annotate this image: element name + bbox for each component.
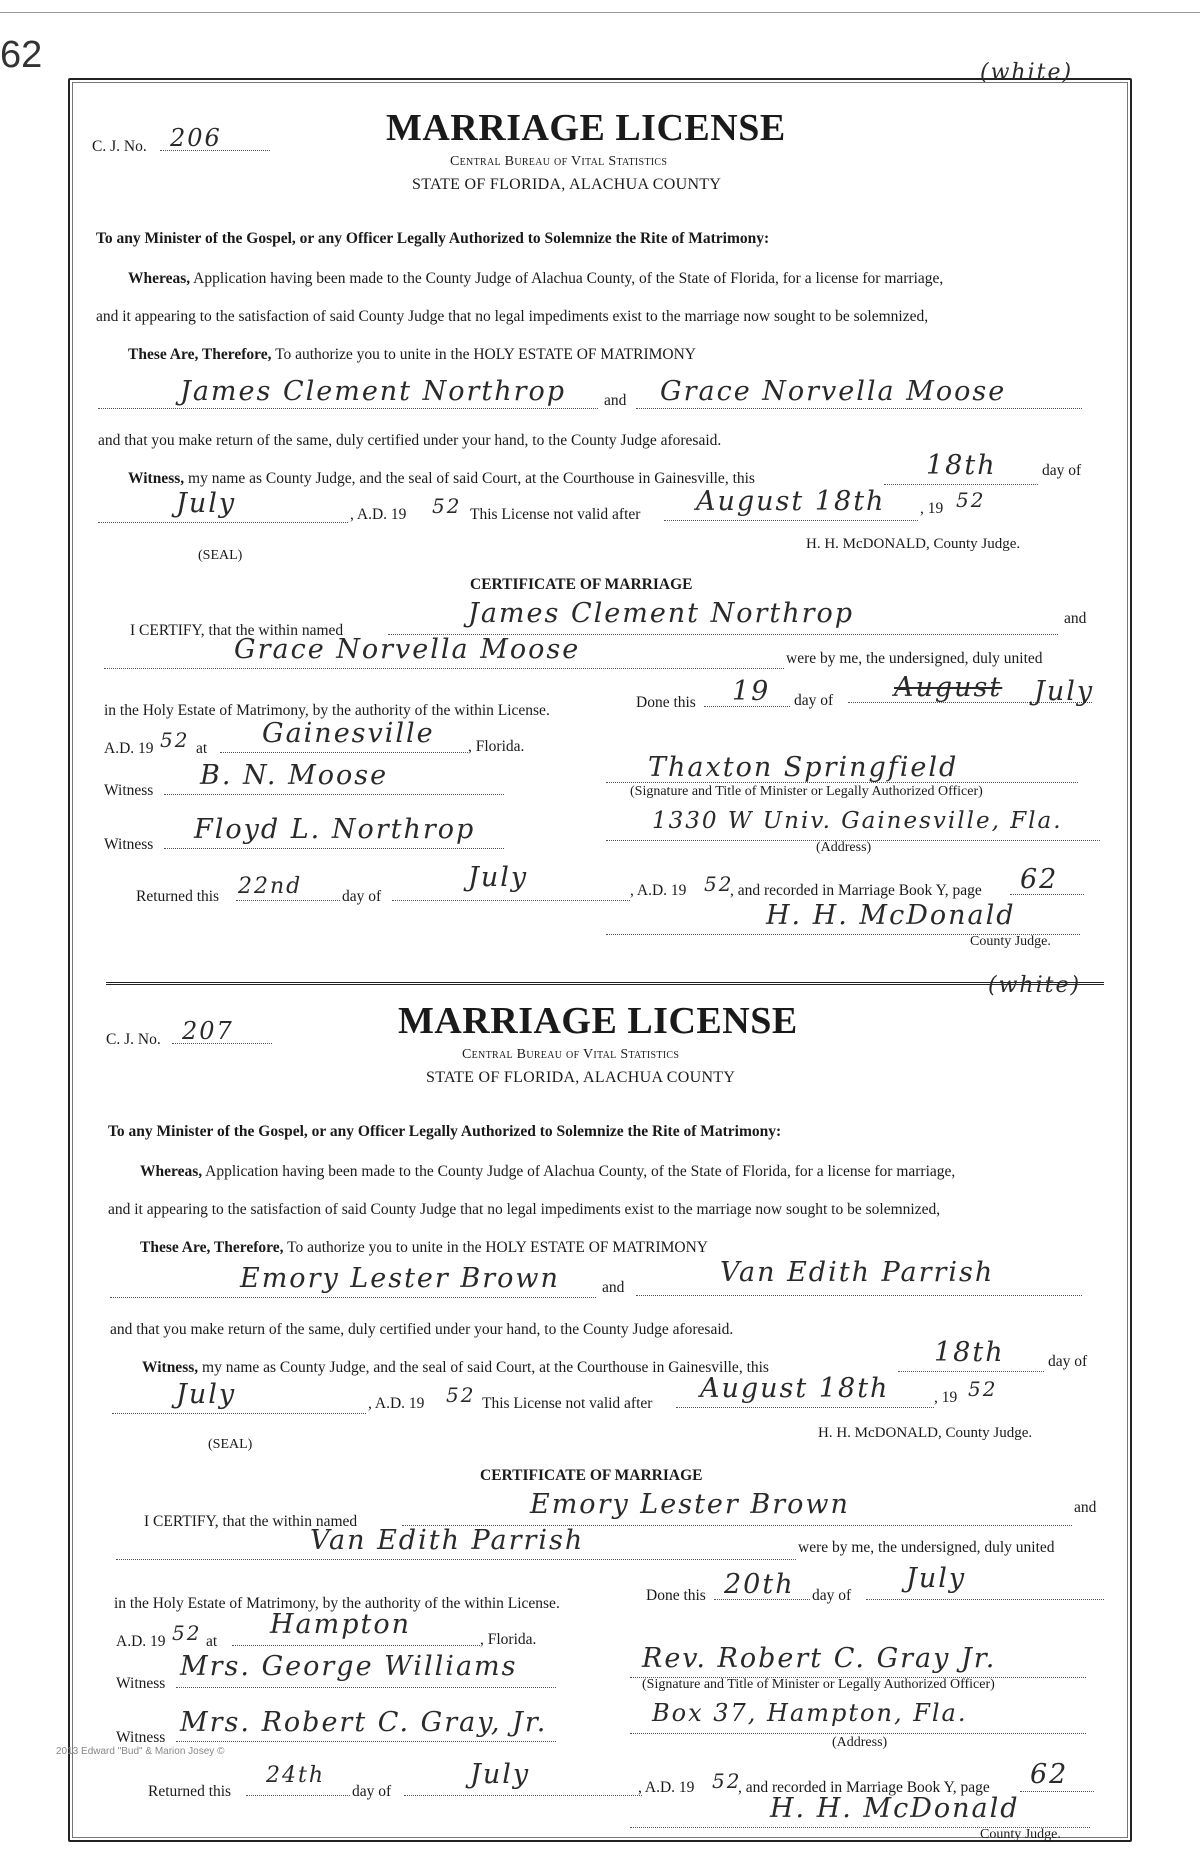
returned-label: Returned this [148,1783,232,1800]
recorded-year: 52 [712,1769,742,1793]
fill-line [176,1687,556,1688]
return-text: and that you make return of the same, duly certified under your hand, to the County Judge aforesaid. [98,432,722,449]
fill-line [630,1733,1086,1734]
witness-paragraph [128,470,755,488]
united-text: were by me, the undersigned, duly united [786,650,1043,667]
judge-signature: H. H. McDonald [766,900,1016,931]
done-day-of: day of [812,1587,852,1604]
whereas-paragraph [128,270,943,288]
issue-day: 18th [926,450,997,481]
returned-month: July [468,862,529,893]
witness-1-name: Mrs. George Williams [180,1651,518,1682]
certificate-title: CERTIFICATE OF MARRIAGE [480,1467,703,1484]
certify-text: I CERTIFY, that the within named [130,622,344,639]
fill-line [110,1297,596,1298]
county-judge-caption: County Judge. [970,934,1051,949]
address-line: To any Minister of the Gospel, or any Officer Legally Authorized to Solemnize the Rite of Matrimony: [96,230,770,247]
ad-label: , A.D. 19 [350,506,407,523]
cert-and-word: and [1074,1499,1097,1516]
day-of: day of [1048,1353,1088,1370]
returned-day-of: day of [352,1783,392,1800]
state-county: STATE OF FLORIDA, ALACHUA COUNTY [426,1069,736,1086]
witness-2-label: Witness [116,1729,166,1746]
bureau-name: Central Bureau of Vital Statistics [450,154,668,169]
page-number: 62 [0,34,43,76]
whereas-lead: Whereas, [140,1163,203,1180]
valid-year-label: , 19 [920,500,944,517]
bureau-name: Central Bureau of Vital Statistics [462,1047,680,1062]
fill-line [866,1599,1104,1600]
valid-year: 52 [968,1377,998,1401]
fill-line [636,1295,1082,1296]
holy-estate-text: in the Holy Estate of Matrimony, by the authority of the within License. [114,1595,560,1612]
florida-label: , Florida. [468,738,525,755]
fill-line [98,522,348,523]
fill-line [164,794,504,795]
fill-line [104,668,784,669]
cj-number: 207 [182,1017,234,1045]
cj-number: 206 [170,124,222,152]
witness-paragraph [142,1359,769,1377]
license-divider [106,982,1104,985]
done-month: July [1034,676,1095,707]
fill-line [898,1371,1044,1372]
florida-label: , Florida. [480,1631,537,1648]
county-judge-line: H. H. McDONALD, County Judge. [806,536,1021,552]
at-label: at [206,1633,218,1650]
returned-month: July [470,1759,531,1790]
issue-month: July [176,488,237,519]
license-title: MARRIAGE LICENSE [398,1000,798,1042]
married-year: 52 [160,728,190,752]
groom-name: Emory Lester Brown [240,1263,560,1294]
fill-line [636,408,1082,409]
done-day: 20th [724,1569,795,1600]
fill-line [392,900,630,901]
recorded-text: , and recorded in Marriage Book Y, page [738,1779,990,1796]
cert-groom-name: Emory Lester Brown [530,1489,850,1520]
fill-line [246,1795,350,1796]
cj-label: C. J. No. [92,138,147,155]
done-day-of: day of [794,692,834,709]
not-valid-text: This License not valid after [482,1395,653,1412]
appearing-text: and it appearing to the satisfaction of said County Judge that no legal impediments exist to the marriage now sought to be solemnized, [108,1201,941,1218]
these-are-paragraph [128,346,696,364]
officer-address: 1330 W Univ. Gainesville, Fla. [652,808,1063,834]
officer-signature: Thaxton Springfield [648,752,959,783]
fill-line [606,782,1078,783]
witness-1-name: B. N. Moose [200,760,389,791]
county-judge-caption: County Judge. [980,1827,1061,1842]
whereas-text: Application having been made to the County Judge of Alachua County, of the State of Florida, for a license for marriage, [205,1163,956,1180]
day-of: day of [1042,462,1082,479]
done-day: 19 [732,676,771,707]
fill-line [176,1741,556,1742]
address-caption: (Address) [832,1735,888,1750]
fill-line [220,752,468,753]
ad-label: , A.D. 19 [368,1395,425,1412]
witness-text: my name as County Judge, and the seal of said Court, at the Courthouse in Gainesville, this [188,470,755,487]
issue-day: 18th [934,1337,1005,1368]
officer-caption: (Signature and Title of Minister or Legally Authorized Officer) [630,784,983,799]
done-month: July [906,1563,967,1594]
witness-text: my name as County Judge, and the seal of said Court, at the Courthouse in Gainesville, this [202,1359,769,1376]
fill-line [164,848,504,849]
witness-1-label: Witness [116,1675,166,1692]
seal-label: (SEAL) [198,548,243,563]
at-label: at [196,740,208,757]
fill-line [98,408,598,409]
returned-day: 22nd [238,874,303,899]
issue-month: July [176,1379,237,1410]
corner-note: (white) [980,60,1074,85]
whereas-lead: Whereas, [128,270,191,287]
whereas-text: Application having been made to the County Judge of Alachua County, of the State of Florida, for a license for marriage, [193,270,944,287]
address-caption: (Address) [816,840,872,855]
groom-name: James Clement Northrop [180,376,567,407]
witness-2-label: Witness [104,836,154,853]
place-name: Hampton [270,1609,412,1640]
ad-at-label: A.D. 19 [104,740,154,757]
recorded-ad: , A.D. 19 [638,1779,695,1796]
cert-bride-name: Grace Norvella Moose [234,634,581,665]
fill-line [236,900,340,901]
these-text: To authorize you to unite in the HOLY ESTATE OF MATRIMONY [275,346,697,363]
these-text: To authorize you to unite in the HOLY ESTATE OF MATRIMONY [287,1239,709,1256]
seal-label: (SEAL) [208,1437,253,1452]
recorded-ad: , A.D. 19 [630,882,687,899]
valid-year: 52 [956,488,986,512]
license-title: MARRIAGE LICENSE [386,107,786,149]
document-sheet [68,78,1132,1842]
holy-estate-text: in the Holy Estate of Matrimony, by the authority of the within License. [104,702,550,719]
fill-line [116,1559,796,1560]
bride-name: Van Edith Parrish [720,1257,995,1288]
judge-signature: H. H. McDonald [770,1793,1020,1824]
cj-label: C. J. No. [106,1031,161,1048]
returned-label: Returned this [136,888,220,905]
these-lead: These Are, Therefore, [128,346,272,363]
witness-2-name: Mrs. Robert C. Gray, Jr. [180,1707,548,1738]
fill-line [676,1407,934,1408]
and-word: and [604,392,627,409]
ad-at-label: A.D. 19 [116,1633,166,1650]
officer-signature: Rev. Robert C. Gray Jr. [642,1643,997,1674]
issue-year: 52 [446,1383,476,1407]
done-label: Done this [646,1587,706,1604]
married-year: 52 [172,1621,202,1645]
valid-year-label: , 19 [934,1389,958,1406]
cert-and-word: and [1064,610,1087,627]
appearing-text: and it appearing to the satisfaction of said County Judge that no legal impediments exist to the marriage now sought to be solemnized, [96,308,929,325]
cert-bride-name: Van Edith Parrish [310,1525,585,1556]
place-name: Gainesville [262,718,435,749]
record-page: 62 [1030,1759,1069,1790]
certify-text: I CERTIFY, that the within named [144,1513,358,1530]
cert-groom-name: James Clement Northrop [468,598,855,629]
recorded-text: , and recorded in Marriage Book Y, page [730,882,982,899]
top-rule [0,12,1200,13]
witness-lead: Witness, [128,470,185,487]
issue-year: 52 [432,494,462,518]
witness-1-label: Witness [104,782,154,799]
returned-day: 24th [266,1763,326,1788]
fill-line [112,1413,366,1414]
witness-lead: Witness, [142,1359,199,1376]
done-month-struck: August [894,672,1003,703]
these-are-paragraph [140,1239,708,1257]
whereas-paragraph [140,1163,955,1181]
record-page: 62 [1020,864,1059,895]
county-judge-line: H. H. McDONALD, County Judge. [818,1425,1033,1441]
bride-name: Grace Norvella Moose [660,376,1007,407]
united-text: were by me, the undersigned, duly united [798,1539,1055,1556]
corner-note: (white) [988,973,1082,998]
witness-2-name: Floyd L. Northrop [194,814,476,845]
done-label: Done this [636,694,696,711]
officer-caption: (Signature and Title of Minister or Legally Authorized Officer) [642,1677,995,1692]
copyright-notice: 2013 Edward "Bud" & Marion Josey © [56,1746,225,1757]
address-line: To any Minister of the Gospel, or any Officer Legally Authorized to Solemnize the Rite of Matrimony: [108,1123,782,1140]
and-word: and [602,1279,625,1296]
return-text: and that you make return of the same, duly certified under your hand, to the County Judge aforesaid. [110,1321,734,1338]
fill-line [1020,1791,1094,1792]
state-county: STATE OF FLORIDA, ALACHUA COUNTY [412,176,722,193]
returned-day-of: day of [342,888,382,905]
valid-after-date: August 18th [700,1373,890,1404]
fill-line [664,520,918,521]
valid-after-date: August 18th [696,486,886,517]
recorded-year: 52 [704,872,734,896]
officer-address: Box 37, Hampton, Fla. [652,1699,968,1727]
certificate-title: CERTIFICATE OF MARRIAGE [470,576,693,593]
these-lead: These Are, Therefore, [140,1239,284,1256]
not-valid-text: This License not valid after [470,506,641,523]
fill-line [404,1795,642,1796]
fill-line [884,484,1038,485]
fill-line [232,1645,480,1646]
